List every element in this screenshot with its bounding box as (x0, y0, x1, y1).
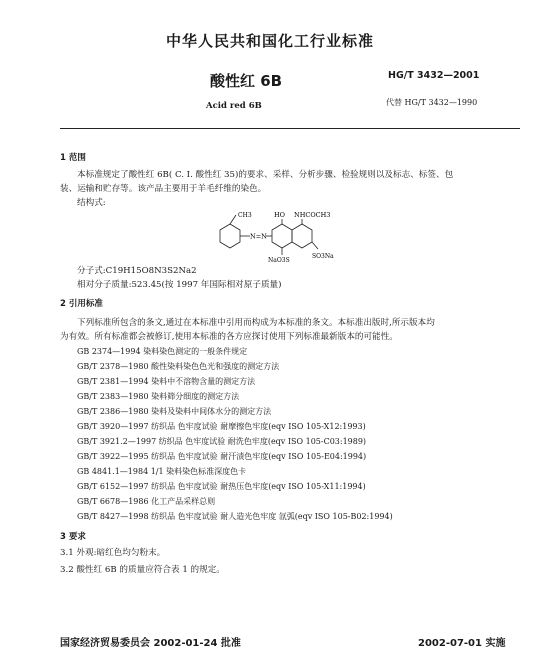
so3na-label: SO3Na (312, 253, 334, 260)
standard-title-en: Acid red 6B (206, 101, 262, 111)
section-1-heading: 1 范围 (60, 153, 86, 163)
section-3-heading: 3 要求 (60, 532, 86, 542)
reference-item: GB/T 2381—1994 染料中不溶物含量的测定方法 (77, 377, 256, 386)
requirement-3-2: 3.2 酸性红 6B 的质量应符合表 1 的规定。 (60, 565, 225, 575)
references-paragraph-line-1: 下列标准所包含的条文,通过在本标准中引用而构成为本标准的条文。本标准出版时,所示版本均 (77, 318, 435, 328)
scope-paragraph-line-1: 本标准规定了酸性红 6B( C. I. 酸性红 35)的要求、采样、分析步骤、检验规则以及标志、标签、包 (77, 170, 454, 180)
reference-item: GB/T 2386—1980 染料及染料中间体水分的测定方法 (77, 407, 272, 416)
reference-item: GB/T 3920—1997 纺织品 色牢度试验 耐摩擦色牢度(eqv ISO 105-X12:1993) (77, 422, 366, 431)
section-2-heading: 2 引用标准 (60, 299, 103, 309)
scope-paragraph-line-2: 装、运输和贮存等。该产品主要用于羊毛纤维的染色。 (60, 184, 267, 194)
top-title: 中华人民共和国化工行业标准 (165, 32, 374, 50)
nao3s-label: NaO3S (268, 257, 290, 264)
ch3-label: CH3 (238, 212, 252, 219)
reference-item: GB/T 3921.2—1997 纺织品 色牢度试验 耐洗色牢度(eqv ISO 105-C03:1989) (77, 437, 367, 446)
implementation-footer: 2002-07-01 实施 (418, 638, 506, 649)
reference-item: GB/T 3922—1995 纺织品 色牢度试验 耐汗渍色牢度(eqv ISO 105-E04:1994) (77, 452, 367, 461)
reference-item: GB/T 6152—1997 纺织品 色牢度试验 耐热压色牢度(eqv ISO 105-X11:1994) (77, 482, 366, 491)
requirement-3-1: 3.1 外观:暗红色均匀粉末。 (60, 548, 166, 558)
structural-formula-label: 结构式: (77, 198, 106, 208)
reference-item: GB/T 2378—1980 酸性染料染色色光和强度的测定方法 (77, 362, 280, 371)
approval-footer: 国家经济贸易委员会 2002-01-24 批准 (60, 638, 241, 649)
header-divider (60, 128, 520, 129)
molecular-mass: 相对分子质量:523.45(按 1997 年国际相对原子质量) (77, 280, 282, 290)
replaces-standard: 代替 HG/T 3432—1990 (386, 98, 478, 107)
reference-item: GB 4841.1—1984 1/1 染料染色标准深度色卡 (77, 467, 247, 476)
structural-formula-diagram (200, 205, 370, 267)
references-paragraph-line-2: 为有效。所有标准都会被修订,使用本标准的各方应探讨使用下列标准最新版本的可能性。 (60, 332, 398, 342)
benzene-ring (220, 224, 240, 248)
reference-item: GB/T 8427—1998 纺织品 色牢度试验 耐人造光色牢度 氙弧(eqv ISO 105-B02:1994) (77, 512, 393, 521)
azo-group: N=N (250, 232, 267, 241)
molecular-formula: 分子式:C19H15O8N3S2Na2 (77, 266, 197, 276)
standard-title-cn: 酸性红 6B (210, 72, 283, 90)
ho-label: HO (274, 211, 285, 219)
reference-item: GB 2374—1994 染料染色测定的一般条件规定 (77, 347, 248, 356)
nhcoch3-label: NHCOCH3 (294, 211, 331, 219)
reference-item: GB/T 6678—1986 化工产品采样总则 (77, 497, 216, 506)
reference-item: GB/T 2383—1980 染料筛分细度的测定方法 (77, 392, 240, 401)
standard-code: HG/T 3432—2001 (388, 70, 480, 81)
